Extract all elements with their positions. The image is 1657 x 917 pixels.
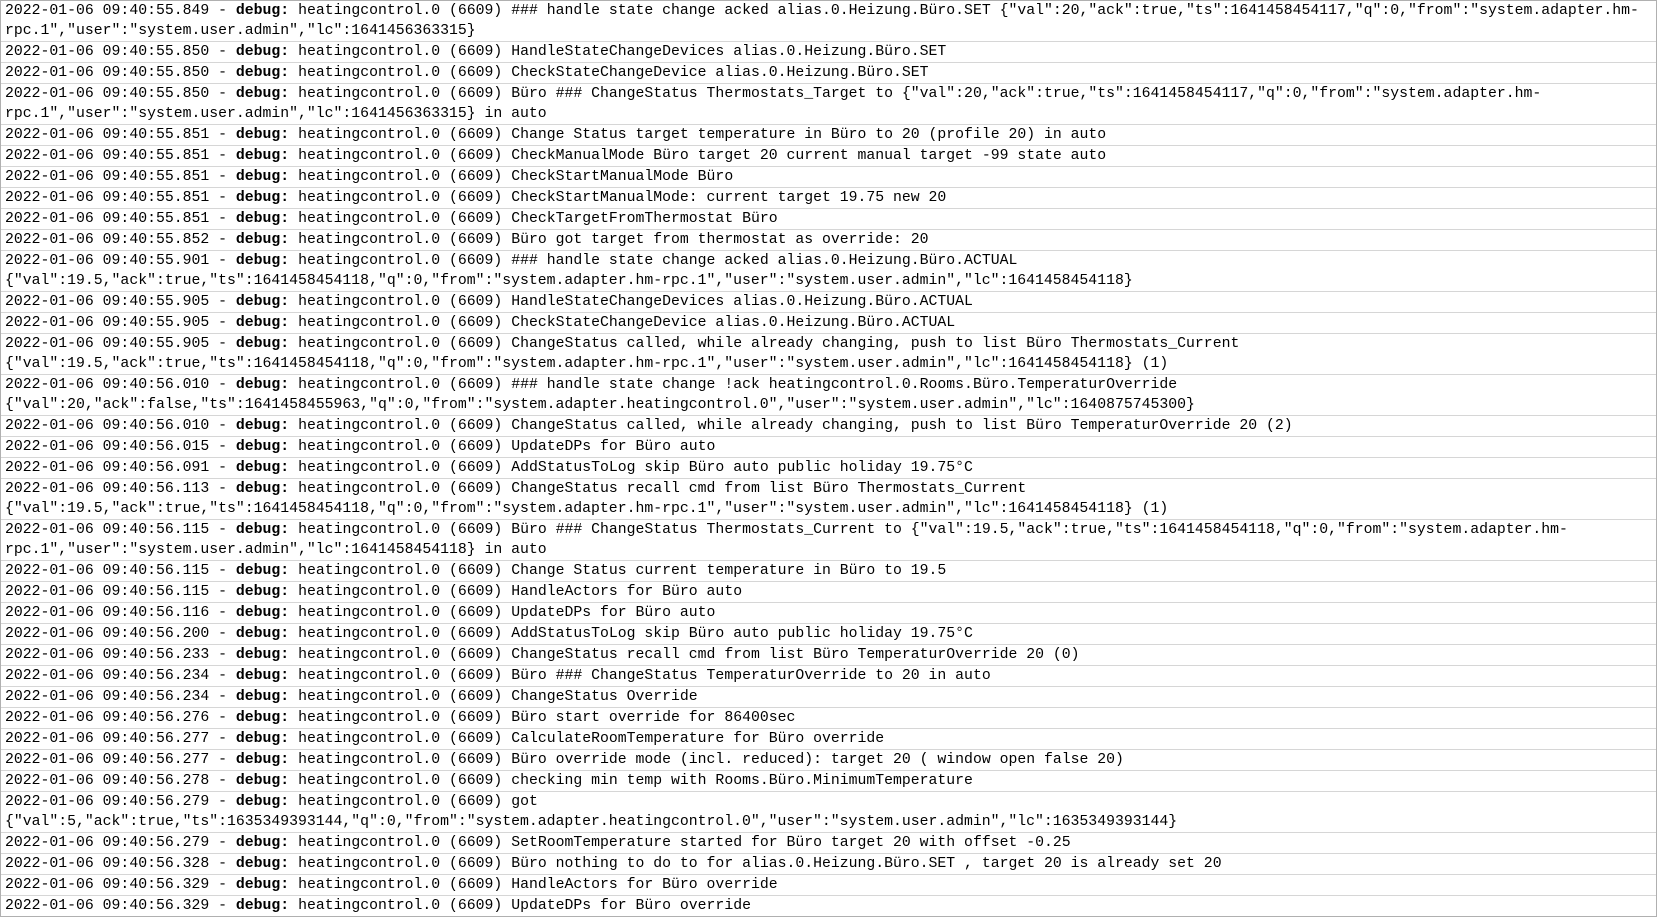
log-source: heatingcontrol.0 (6609)	[298, 294, 503, 310]
log-timestamp: 2022-01-06 09:40:56.015	[5, 439, 210, 455]
log-timestamp: 2022-01-06 09:40:55.901	[5, 253, 210, 269]
log-row	[1, 708, 1656, 729]
log-row	[1, 63, 1656, 84]
log-level-badge: debug:	[235, 668, 290, 684]
log-separator: -	[218, 835, 228, 851]
log-timestamp: 2022-01-06 09:40:55.905	[5, 315, 210, 331]
log-timestamp: 2022-01-06 09:40:55.852	[5, 232, 210, 248]
log-message: Change Status target temperature in Büro to 20 (profile 20) in auto	[511, 127, 1107, 143]
log-separator: -	[218, 294, 228, 310]
log-source: heatingcontrol.0 (6609)	[298, 127, 503, 143]
log-source: heatingcontrol.0 (6609)	[298, 253, 503, 269]
log-separator: -	[218, 752, 228, 768]
log-timestamp: 2022-01-06 09:40:56.234	[5, 689, 210, 705]
log-row	[1, 729, 1656, 750]
log-timestamp: 2022-01-06 09:40:56.279	[5, 835, 210, 851]
log-level-badge: debug:	[235, 731, 290, 747]
log-separator: -	[218, 336, 228, 352]
log-message: got {"val":5,"ack":true,"ts":1635349393144,"q":0,"from":"system.adapter.heatingcontrol.0","user":"system.user.admin","lc":1635349393144}	[5, 794, 1178, 830]
log-separator: -	[218, 211, 228, 227]
log-separator: -	[218, 668, 228, 684]
log-timestamp: 2022-01-06 09:40:55.851	[5, 148, 210, 164]
log-separator: -	[218, 190, 228, 206]
log-timestamp: 2022-01-06 09:40:55.851	[5, 190, 210, 206]
log-source: heatingcontrol.0 (6609)	[298, 835, 503, 851]
log-separator: -	[218, 232, 228, 248]
log-source: heatingcontrol.0 (6609)	[298, 418, 503, 434]
log-separator: -	[218, 315, 228, 331]
log-message: Büro override mode (incl. reduced): target 20 ( window open false 20)	[511, 752, 1124, 768]
log-message: ChangeStatus recall cmd from list Büro TemperaturOverride 20 (0)	[511, 647, 1080, 663]
log-row	[1, 416, 1656, 437]
log-level-badge: debug:	[235, 752, 290, 768]
log-timestamp: 2022-01-06 09:40:56.115	[5, 563, 210, 579]
log-message: Büro nothing to do to for alias.0.Heizung.Büro.SET , target 20 is already set 20	[511, 856, 1222, 872]
log-timestamp: 2022-01-06 09:40:56.328	[5, 856, 210, 872]
log-level-badge: debug:	[235, 710, 290, 726]
log-separator: -	[218, 3, 228, 19]
log-source: heatingcontrol.0 (6609)	[298, 481, 503, 497]
log-row	[1, 313, 1656, 334]
log-source: heatingcontrol.0 (6609)	[298, 605, 503, 621]
log-message: CheckStartManualMode Büro	[511, 169, 734, 185]
log-message: Büro start override for 86400sec	[511, 710, 796, 726]
log-separator: -	[218, 877, 228, 893]
log-row	[1, 188, 1656, 209]
log-timestamp: 2022-01-06 09:40:55.850	[5, 44, 210, 60]
log-source: heatingcontrol.0 (6609)	[298, 626, 503, 642]
log-source: heatingcontrol.0 (6609)	[298, 44, 503, 60]
log-timestamp: 2022-01-06 09:40:55.849	[5, 3, 210, 19]
log-message: checking min temp with Rooms.Büro.MinimumTemperature	[511, 773, 973, 789]
log-level-badge: debug:	[235, 232, 290, 248]
log-row	[1, 854, 1656, 875]
log-timestamp: 2022-01-06 09:40:56.116	[5, 605, 210, 621]
log-message: HandleActors for Büro override	[511, 877, 778, 893]
log-message: CalculateRoomTemperature for Büro override	[511, 731, 885, 747]
log-message: HandleActors for Büro auto	[511, 584, 743, 600]
log-level-badge: debug:	[235, 584, 290, 600]
log-source: heatingcontrol.0 (6609)	[298, 315, 503, 331]
log-separator: -	[218, 773, 228, 789]
log-row	[1, 292, 1656, 313]
log-source: heatingcontrol.0 (6609)	[298, 522, 503, 538]
log-row	[1, 209, 1656, 230]
log-source: heatingcontrol.0 (6609)	[298, 190, 503, 206]
log-message: ### handle state change acked alias.0.Heizung.Büro.SET {"val":20,"ack":true,"ts":1641458454117,"q":0,"from":"system.adapter.hm-rpc.1","user":"system.user.admin","lc":1641456363315}	[5, 3, 1639, 39]
log-separator: -	[218, 605, 228, 621]
log-level-badge: debug:	[235, 794, 290, 810]
log-row	[1, 458, 1656, 479]
log-separator: -	[218, 856, 228, 872]
log-level-badge: debug:	[235, 460, 290, 476]
log-source: heatingcontrol.0 (6609)	[298, 3, 503, 19]
log-source: heatingcontrol.0 (6609)	[298, 377, 503, 393]
log-row	[1, 42, 1656, 63]
log-row	[1, 561, 1656, 582]
log-source: heatingcontrol.0 (6609)	[298, 898, 503, 914]
log-row	[1, 479, 1656, 520]
log-level-badge: debug:	[235, 44, 290, 60]
log-row	[1, 645, 1656, 666]
log-timestamp: 2022-01-06 09:40:55.905	[5, 336, 210, 352]
log-separator: -	[218, 253, 228, 269]
log-timestamp: 2022-01-06 09:40:55.851	[5, 169, 210, 185]
log-row	[1, 146, 1656, 167]
log-level-badge: debug:	[235, 418, 290, 434]
log-source: heatingcontrol.0 (6609)	[298, 710, 503, 726]
log-row	[1, 624, 1656, 645]
log-message: ChangeStatus recall cmd from list Büro Thermostats_Current {"val":19.5,"ack":true,"ts":1641458454118,"q":0,"from":"system.adapter.hm-rpc.1","user":"system.user.admin","lc":1641458454118} (1)	[5, 481, 1169, 517]
log-row	[1, 230, 1656, 251]
log-level-badge: debug:	[235, 626, 290, 642]
log-source: heatingcontrol.0 (6609)	[298, 563, 503, 579]
log-level-badge: debug:	[235, 377, 290, 393]
log-timestamp: 2022-01-06 09:40:55.851	[5, 127, 210, 143]
log-timestamp: 2022-01-06 09:40:56.279	[5, 794, 210, 810]
log-timestamp: 2022-01-06 09:40:55.851	[5, 211, 210, 227]
log-separator: -	[218, 689, 228, 705]
log-timestamp: 2022-01-06 09:40:56.329	[5, 877, 210, 893]
log-separator: -	[218, 626, 228, 642]
log-row	[1, 792, 1656, 833]
log-row	[1, 84, 1656, 125]
log-row	[1, 375, 1656, 416]
log-timestamp: 2022-01-06 09:40:56.276	[5, 710, 210, 726]
log-source: heatingcontrol.0 (6609)	[298, 647, 503, 663]
log-separator: -	[218, 647, 228, 663]
log-level-badge: debug:	[235, 439, 290, 455]
log-message: CheckTargetFromThermostat Büro	[511, 211, 778, 227]
log-source: heatingcontrol.0 (6609)	[298, 794, 503, 810]
log-row	[1, 833, 1656, 854]
log-separator: -	[218, 731, 228, 747]
log-timestamp: 2022-01-06 09:40:56.010	[5, 377, 210, 393]
log-message: Büro ### ChangeStatus TemperaturOverride to 20 in auto	[511, 668, 991, 684]
log-row	[1, 896, 1656, 917]
log-separator: -	[218, 377, 228, 393]
log-message: HandleStateChangeDevices alias.0.Heizung.Büro.ACTUAL	[511, 294, 973, 310]
log-separator: -	[218, 127, 228, 143]
log-timestamp: 2022-01-06 09:40:55.905	[5, 294, 210, 310]
log-message: ### handle state change acked alias.0.Heizung.Büro.ACTUAL {"val":19.5,"ack":true,"ts":1641458454118,"q":0,"from":"system.adapter.hm-rpc.1","user":"system.user.admin","lc":1641458454118}	[5, 253, 1133, 289]
log-message: ChangeStatus called, while already changing, push to list Büro TemperaturOverride 20 (2)	[511, 418, 1293, 434]
log-level-badge: debug:	[235, 605, 290, 621]
log-level-badge: debug:	[235, 877, 290, 893]
log-separator: -	[218, 460, 228, 476]
log-timestamp: 2022-01-06 09:40:55.850	[5, 86, 210, 102]
log-message: CheckManualMode Büro target 20 current manual target -99 state auto	[511, 148, 1107, 164]
log-level-badge: debug:	[235, 563, 290, 579]
log-row	[1, 520, 1656, 561]
log-message: Change Status current temperature in Büro to 19.5	[511, 563, 947, 579]
log-message: AddStatusToLog skip Büro auto public holiday 19.75°C	[511, 460, 973, 476]
log-timestamp: 2022-01-06 09:40:56.277	[5, 731, 210, 747]
log-row	[1, 582, 1656, 603]
log-level-badge: debug:	[235, 336, 290, 352]
log-timestamp: 2022-01-06 09:40:56.234	[5, 668, 210, 684]
log-level-badge: debug:	[235, 253, 290, 269]
log-level-badge: debug:	[235, 689, 290, 705]
log-timestamp: 2022-01-06 09:40:56.233	[5, 647, 210, 663]
log-level-badge: debug:	[235, 127, 290, 143]
log-source: heatingcontrol.0 (6609)	[298, 86, 503, 102]
log-level-badge: debug:	[235, 522, 290, 538]
log-level-badge: debug:	[235, 86, 290, 102]
log-level-badge: debug:	[235, 169, 290, 185]
log-source: heatingcontrol.0 (6609)	[298, 731, 503, 747]
log-source: heatingcontrol.0 (6609)	[298, 668, 503, 684]
log-timestamp: 2022-01-06 09:40:56.113	[5, 481, 210, 497]
log-separator: -	[218, 148, 228, 164]
log-message: CheckStateChangeDevice alias.0.Heizung.Büro.ACTUAL	[511, 315, 956, 331]
log-row	[1, 251, 1656, 292]
log-message: HandleStateChangeDevices alias.0.Heizung.Büro.SET	[511, 44, 947, 60]
log-separator: -	[218, 584, 228, 600]
log-source: heatingcontrol.0 (6609)	[298, 856, 503, 872]
log-level-badge: debug:	[235, 898, 290, 914]
log-row	[1, 334, 1656, 375]
log-message: ### handle state change !ack heatingcontrol.0.Rooms.Büro.TemperaturOverride {"val":20,"ack":false,"ts":1641458455963,"q":0,"from":"system.adapter.heatingcontrol.0","user":"system.user.admin","lc":1640875745300}	[5, 377, 1195, 413]
log-timestamp: 2022-01-06 09:40:56.277	[5, 752, 210, 768]
log-separator: -	[218, 710, 228, 726]
log-separator: -	[218, 439, 228, 455]
log-timestamp: 2022-01-06 09:40:56.329	[5, 898, 210, 914]
log-timestamp: 2022-01-06 09:40:55.850	[5, 65, 210, 81]
log-message: UpdateDPs for Büro override	[511, 898, 751, 914]
log-source: heatingcontrol.0 (6609)	[298, 773, 503, 789]
log-source: heatingcontrol.0 (6609)	[298, 877, 503, 893]
log-timestamp: 2022-01-06 09:40:56.091	[5, 460, 210, 476]
log-timestamp: 2022-01-06 09:40:56.115	[5, 522, 210, 538]
log-source: heatingcontrol.0 (6609)	[298, 584, 503, 600]
log-source: heatingcontrol.0 (6609)	[298, 689, 503, 705]
log-row	[1, 125, 1656, 146]
log-message: Büro ### ChangeStatus Thermostats_Target to {"val":20,"ack":true,"ts":1641458454117,"q":0,"from":"system.adapter.hm-rpc.1","user":"system.user.admin","lc":1641456363315} in auto	[5, 86, 1542, 122]
log-message: UpdateDPs for Büro auto	[511, 439, 716, 455]
log-message: Büro ### ChangeStatus Thermostats_Current to {"val":19.5,"ack":true,"ts":1641458454118,"q":0,"from":"system.adapter.hm-rpc.1","user":"system.user.admin","lc":1641458454118} in auto	[5, 522, 1568, 558]
log-level-badge: debug:	[235, 148, 290, 164]
log-message: ChangeStatus Override	[511, 689, 698, 705]
log-separator: -	[218, 522, 228, 538]
log-level-badge: debug:	[235, 773, 290, 789]
log-timestamp: 2022-01-06 09:40:56.278	[5, 773, 210, 789]
log-timestamp: 2022-01-06 09:40:56.115	[5, 584, 210, 600]
log-separator: -	[218, 794, 228, 810]
log-row	[1, 603, 1656, 624]
log-separator: -	[218, 169, 228, 185]
log-level-badge: debug:	[235, 835, 290, 851]
log-message: Büro got target from thermostat as override: 20	[511, 232, 929, 248]
log-separator: -	[218, 65, 228, 81]
log-source: heatingcontrol.0 (6609)	[298, 148, 503, 164]
log-separator: -	[218, 898, 228, 914]
log-row	[1, 1, 1656, 42]
log-source: heatingcontrol.0 (6609)	[298, 752, 503, 768]
log-separator: -	[218, 86, 228, 102]
log-row	[1, 750, 1656, 771]
log-level-badge: debug:	[235, 647, 290, 663]
log-timestamp: 2022-01-06 09:40:56.200	[5, 626, 210, 642]
log-message: CheckStartManualMode: current target 19.75 new 20	[511, 190, 947, 206]
log-level-badge: debug:	[235, 190, 290, 206]
log-row	[1, 437, 1656, 458]
log-source: heatingcontrol.0 (6609)	[298, 232, 503, 248]
log-separator: -	[218, 44, 228, 60]
log-source: heatingcontrol.0 (6609)	[298, 460, 503, 476]
log-source: heatingcontrol.0 (6609)	[298, 211, 503, 227]
log-level-badge: debug:	[235, 481, 290, 497]
log-row	[1, 875, 1656, 896]
log-row	[1, 167, 1656, 188]
log-message: ChangeStatus called, while already changing, push to list Büro Thermostats_Current {"val":19.5,"ack":true,"ts":1641458454118,"q":0,"from":"system.adapter.hm-rpc.1","user":"system.user.admin","lc":1641458454118} (1)	[5, 336, 1240, 372]
log-level-badge: debug:	[235, 294, 290, 310]
log-message: AddStatusToLog skip Büro auto public holiday 19.75°C	[511, 626, 973, 642]
log-row	[1, 666, 1656, 687]
log-level-badge: debug:	[235, 3, 290, 19]
log-message: UpdateDPs for Büro auto	[511, 605, 716, 621]
log-source: heatingcontrol.0 (6609)	[298, 439, 503, 455]
log-level-badge: debug:	[235, 315, 290, 331]
log-row	[1, 771, 1656, 792]
log-separator: -	[218, 481, 228, 497]
log-timestamp: 2022-01-06 09:40:56.010	[5, 418, 210, 434]
log-message: SetRoomTemperature started for Büro target 20 with offset -0.25	[511, 835, 1071, 851]
log-level-badge: debug:	[235, 856, 290, 872]
log-source: heatingcontrol.0 (6609)	[298, 336, 503, 352]
log-message: CheckStateChangeDevice alias.0.Heizung.Büro.SET	[511, 65, 929, 81]
log-level-badge: debug:	[235, 211, 290, 227]
log-level-badge: debug:	[235, 65, 290, 81]
log-source: heatingcontrol.0 (6609)	[298, 65, 503, 81]
log-separator: -	[218, 563, 228, 579]
log-separator: -	[218, 418, 228, 434]
log-source: heatingcontrol.0 (6609)	[298, 169, 503, 185]
log-row	[1, 687, 1656, 708]
